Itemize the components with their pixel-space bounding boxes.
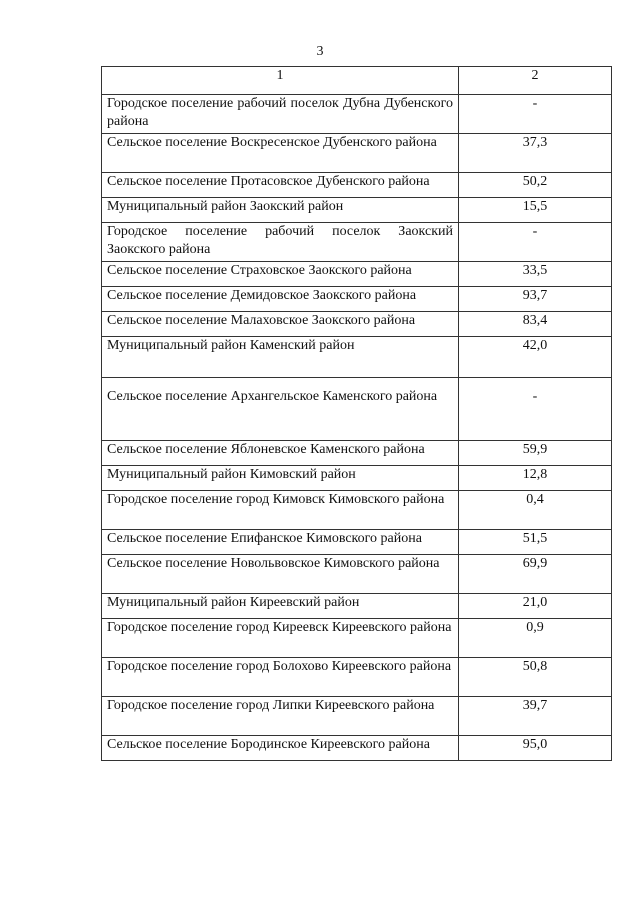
settlement-name: Городское поселение город Кимовск Кимовского района — [102, 491, 459, 530]
settlement-value: - — [459, 95, 612, 134]
settlement-value: - — [459, 223, 612, 262]
table-row — [102, 287, 612, 312]
settlement-value: 51,5 — [459, 530, 612, 555]
settlement-value: 50,8 — [459, 658, 612, 697]
settlement-value: 0,9 — [459, 619, 612, 658]
settlement-name: Городское поселение город Болохово Киреевского района — [102, 658, 459, 697]
settlement-value: 33,5 — [459, 262, 612, 287]
table-row — [102, 555, 612, 594]
settlement-name: Городское поселение город Киреевск Киреевского района — [102, 619, 459, 658]
settlement-name: Муниципальный район Каменский район — [102, 337, 459, 378]
settlement-value: 50,2 — [459, 173, 612, 198]
settlement-name: Сельское поселение Новольвовское Кимовского района — [102, 555, 459, 594]
column-header-1: 1 — [102, 67, 459, 95]
settlement-value: 69,9 — [459, 555, 612, 594]
settlement-value: 95,0 — [459, 736, 612, 761]
column-header-2: 2 — [459, 67, 612, 95]
settlement-value: 0,4 — [459, 491, 612, 530]
table-header-row — [102, 67, 612, 95]
table-row — [102, 466, 612, 491]
table-row — [102, 134, 612, 173]
settlement-name: Сельское поселение Страховское Заокского района — [102, 262, 459, 287]
settlement-value: 12,8 — [459, 466, 612, 491]
page-number: 3 — [316, 44, 324, 59]
table-row — [102, 378, 612, 441]
settlement-value: 42,0 — [459, 337, 612, 378]
settlement-value: 15,5 — [459, 198, 612, 223]
table-row — [102, 736, 612, 761]
settlement-name: Муниципальный район Кимовский район — [102, 466, 459, 491]
table-row — [102, 198, 612, 223]
table-row — [102, 594, 612, 619]
table-row — [102, 619, 612, 658]
table-row — [102, 337, 612, 378]
table-row — [102, 262, 612, 287]
settlement-value: 83,4 — [459, 312, 612, 337]
table-row — [102, 491, 612, 530]
settlement-name: Городское поселение рабочий поселок Заокский Заокского района — [102, 223, 459, 262]
settlement-value: 39,7 — [459, 697, 612, 736]
table-row — [102, 223, 612, 262]
settlement-value: 21,0 — [459, 594, 612, 619]
table-row — [102, 95, 612, 134]
settlement-value: 93,7 — [459, 287, 612, 312]
table-row — [102, 173, 612, 198]
settlement-name: Городское поселение город Липки Киреевского района — [102, 697, 459, 736]
settlement-name: Сельское поселение Воскресенское Дубенского района — [102, 134, 459, 173]
settlement-value: 59,9 — [459, 441, 612, 466]
table-row — [102, 530, 612, 555]
data-table — [101, 66, 612, 761]
settlement-name: Сельское поселение Епифанское Кимовского района — [102, 530, 459, 555]
settlement-value: 37,3 — [459, 134, 612, 173]
settlement-name: Сельское поселение Яблоневское Каменского района — [102, 441, 459, 466]
settlement-name: Городское поселение рабочий поселок Дубна Дубенского района — [102, 95, 459, 134]
settlement-value: - — [459, 378, 612, 441]
settlement-name: Сельское поселение Протасовское Дубенского района — [102, 173, 459, 198]
table-row — [102, 312, 612, 337]
settlement-name: Сельское поселение Малаховское Заокского района — [102, 312, 459, 337]
settlement-name: Сельское поселение Демидовское Заокского района — [102, 287, 459, 312]
settlement-name: Сельское поселение Бородинское Киреевского района — [102, 736, 459, 761]
table-row — [102, 658, 612, 697]
settlement-name: Сельское поселение Архангельское Каменского района — [102, 378, 459, 441]
table-row — [102, 441, 612, 466]
table-row — [102, 697, 612, 736]
settlement-name: Муниципальный район Заокский район — [102, 198, 459, 223]
settlement-name: Муниципальный район Киреевский район — [102, 594, 459, 619]
